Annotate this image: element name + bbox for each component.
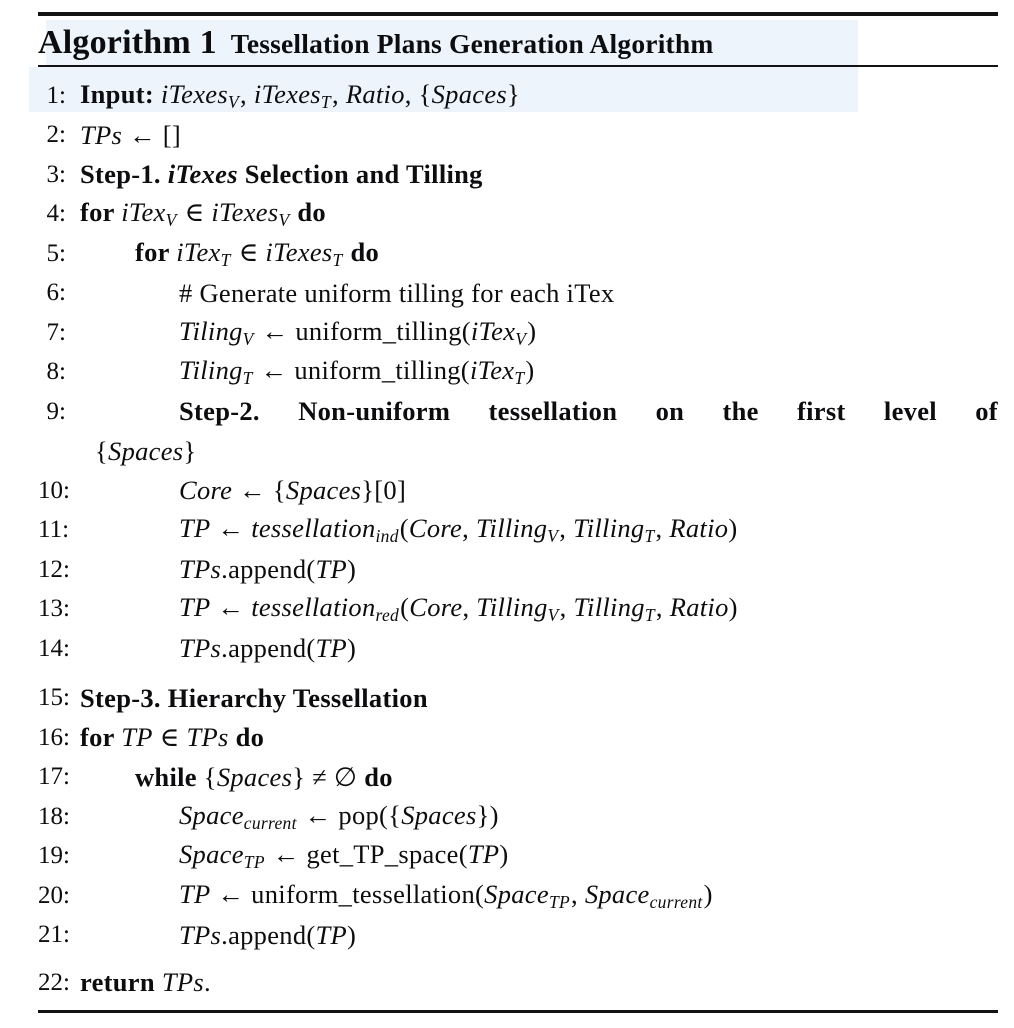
code-segment: TPs — [179, 554, 222, 585]
subscript: current — [243, 812, 297, 833]
code-segment: TP — [179, 592, 211, 623]
code-segment: Space — [179, 799, 244, 830]
algorithm-title: Tessellation Plans Generation Algorithm — [230, 28, 714, 59]
code-segment: ∈ — [177, 197, 212, 228]
subscript: V — [278, 210, 290, 231]
algorithm-line-18 — [38, 797, 998, 837]
line-content — [80, 355, 998, 389]
subscript: red — [375, 605, 400, 626]
code-segment: iTex — [469, 355, 515, 386]
line-number: 12: — [38, 555, 70, 583]
line-content — [80, 79, 998, 113]
subscript: V — [242, 328, 254, 349]
line-content — [80, 879, 998, 913]
algorithm-line-19 — [38, 837, 998, 877]
code-segment: ) — [499, 839, 509, 870]
line-content — [80, 554, 998, 585]
code-segment: ) — [347, 919, 357, 950]
code-segment: . — [203, 967, 211, 998]
line-content — [80, 839, 998, 873]
algorithm-line-1 — [38, 76, 998, 116]
header-rule — [38, 65, 998, 67]
code-segment: ∈ — [231, 236, 266, 267]
bottom-rule — [38, 1010, 998, 1013]
code-segment: for — [80, 722, 122, 753]
code-segment: TPs — [179, 633, 222, 664]
subscript: V — [547, 605, 559, 626]
heading-word: of — [975, 396, 998, 427]
code-segment: Ratio — [345, 78, 405, 109]
heading-word: the — [722, 396, 759, 427]
code-segment: ∈ — [152, 722, 187, 753]
line-content — [80, 120, 998, 151]
code-segment: }[0] — [361, 475, 407, 506]
algorithm-line-20 — [38, 876, 998, 916]
code-segment: iTexes — [265, 236, 333, 267]
code-segment: Space — [179, 839, 244, 870]
code-segment: ← { — [232, 475, 286, 506]
code-segment: Step-1. — [80, 159, 168, 190]
code-segment: iTexes — [160, 78, 228, 109]
code-segment: # Generate uniform tilling for each iTex — [179, 277, 615, 308]
line-number: 17: — [38, 763, 70, 791]
code-segment: , — [462, 513, 476, 544]
line-content — [80, 762, 998, 793]
code-segment: Step-3. Hierarchy Tessellation — [80, 682, 428, 713]
code-segment: Ratio — [669, 592, 729, 623]
algorithm-line-12 — [38, 550, 998, 590]
code-segment: ← get_TP_space( — [265, 839, 468, 870]
code-segment: TP — [467, 839, 500, 870]
code-segment: , — [655, 592, 670, 623]
code-segment: Space — [484, 878, 549, 909]
code-segment: Core — [179, 475, 233, 506]
line-content — [80, 396, 998, 427]
code-segment: , — [559, 592, 574, 623]
line-number: 19: — [38, 842, 70, 870]
code-segment: , — [655, 513, 670, 544]
code-segment: ) — [527, 315, 537, 346]
code-segment: TP — [179, 878, 211, 909]
code-segment: .append( — [221, 554, 316, 585]
algorithm-line-7 — [38, 313, 998, 353]
line-content — [80, 967, 998, 998]
line-number: 5: — [46, 239, 66, 267]
code-segment: return — [80, 967, 162, 998]
code-segment: Tiling — [179, 355, 243, 386]
code-segment: , { — [404, 78, 432, 109]
line-content — [80, 513, 998, 547]
algorithm-line-16 — [38, 718, 998, 758]
code-segment: ← uniform_tilling( — [253, 355, 470, 386]
code-segment: iTex — [470, 315, 516, 346]
line-content — [80, 475, 998, 506]
algorithm-line-21 — [38, 916, 998, 956]
line-content — [80, 592, 998, 626]
line-number: 7: — [46, 318, 66, 346]
code-segment: ) — [703, 878, 713, 909]
line-number: 18: — [38, 802, 70, 830]
subscript: current — [649, 891, 703, 912]
subscript: T — [220, 249, 231, 270]
code-segment: iTexes — [211, 197, 279, 228]
line-content — [80, 800, 998, 834]
code-segment: TPs — [80, 119, 123, 150]
code-segment: TP — [315, 919, 348, 950]
subscript: T — [644, 526, 655, 547]
subscript: T — [644, 605, 655, 626]
justified-step-heading — [179, 396, 998, 427]
line-number: 2: — [46, 121, 66, 149]
code-segment: Space — [584, 878, 650, 909]
line-number: 1: — [46, 81, 66, 109]
code-segment: ( — [400, 592, 410, 623]
algorithm-line-13 — [38, 590, 998, 630]
code-segment: ( — [399, 513, 409, 544]
line-number: 13: — [38, 595, 70, 623]
subscript: T — [242, 368, 253, 389]
code-segment: iTex — [176, 236, 221, 267]
line-number: 11: — [38, 516, 70, 544]
code-segment: , — [239, 78, 254, 109]
code-segment: , — [462, 592, 477, 623]
line-number: 21: — [38, 921, 70, 949]
line-content — [80, 159, 998, 190]
subscript: T — [332, 249, 343, 270]
algorithm-line-3 — [38, 155, 998, 195]
line-content — [80, 722, 998, 753]
code-segment: Spaces — [401, 799, 477, 830]
code-segment: for — [135, 236, 177, 267]
algorithm-line-15 — [38, 679, 998, 719]
code-segment: tessellation — [251, 513, 376, 544]
code-segment: Spaces — [285, 475, 362, 506]
code-segment: Tilling — [476, 592, 548, 623]
code-segment: , — [331, 78, 346, 109]
code-segment: { — [95, 435, 109, 466]
code-segment: ← [] — [122, 119, 182, 150]
code-segment: Spaces — [431, 78, 508, 109]
code-segment: Ratio — [669, 513, 729, 544]
code-segment: } — [183, 435, 197, 466]
line-content — [80, 278, 998, 309]
line-content — [80, 197, 998, 231]
line-number: 15: — [38, 684, 70, 712]
code-segment: ) — [525, 355, 535, 386]
heading-word: Step-2. — [179, 396, 260, 427]
code-segment: , — [570, 878, 585, 909]
line-content — [80, 436, 998, 467]
code-segment: TP — [121, 722, 153, 753]
subscript: TP — [243, 852, 265, 873]
line-number: 4: — [46, 200, 66, 228]
line-content — [80, 633, 998, 664]
code-segment: do — [343, 236, 380, 267]
algorithm-line-2 — [38, 116, 998, 156]
line-content — [80, 316, 998, 350]
subscript: V — [515, 328, 527, 349]
code-segment: TP — [315, 554, 348, 585]
heading-word: Non-uniform — [298, 396, 451, 427]
code-segment: do — [290, 197, 326, 228]
algorithm-label: Algorithm 1 — [38, 24, 217, 61]
algorithm-line-9 — [38, 392, 998, 432]
code-segment: TPs — [161, 967, 204, 998]
line-number: 16: — [38, 723, 70, 751]
code-segment: } — [507, 78, 521, 109]
code-segment: iTexes — [253, 78, 321, 109]
algorithm-line-17 — [38, 758, 998, 798]
code-segment: ) — [347, 633, 357, 664]
code-segment: do — [357, 761, 393, 792]
algorithm-line-10 — [38, 471, 998, 511]
code-segment: , — [559, 513, 574, 544]
code-segment: ← — [210, 592, 252, 623]
subscript: TP — [548, 891, 570, 912]
line-number: 3: — [46, 160, 66, 188]
code-segment: Input: — [80, 78, 161, 109]
algorithm-line-8 — [38, 353, 998, 393]
code-segment: Spaces — [108, 435, 184, 466]
code-segment: .append( — [221, 633, 316, 664]
line-number: 20: — [38, 881, 70, 909]
algorithm-line-5 — [38, 234, 998, 274]
code-segment: TPs — [179, 919, 222, 950]
line-number: 9: — [46, 397, 66, 425]
code-segment: ← pop({ — [297, 799, 402, 830]
algorithm-line-6 — [38, 274, 998, 314]
subscript: V — [165, 210, 177, 231]
code-segment: ) — [728, 592, 738, 623]
heading-word: first — [797, 396, 846, 427]
code-segment: } ≠ ∅ — [292, 761, 358, 792]
algorithm-body — [38, 67, 998, 1003]
code-segment: while — [135, 761, 204, 792]
code-segment: Tilling — [573, 513, 645, 544]
code-segment: iTex — [121, 197, 166, 228]
algorithm-line-wrap — [38, 432, 998, 472]
code-segment: Tilling — [475, 513, 548, 544]
code-segment: }) — [476, 799, 499, 830]
code-segment: tessellation — [251, 592, 376, 623]
code-segment: TP — [179, 513, 211, 544]
top-rule — [38, 12, 998, 16]
subscript: ind — [375, 526, 399, 547]
code-segment: do — [228, 722, 265, 753]
line-number: 8: — [46, 358, 66, 386]
algorithm-header — [38, 16, 998, 65]
code-segment: iTexes — [167, 159, 238, 190]
subscript: V — [227, 91, 239, 112]
code-segment: for — [80, 197, 122, 228]
algorithm-line-4 — [38, 195, 998, 235]
code-segment: ← — [210, 513, 252, 544]
code-segment: { — [203, 761, 217, 792]
line-number: 22: — [38, 968, 70, 996]
code-segment: Tiling — [179, 315, 243, 346]
line-content — [80, 237, 998, 271]
algorithm-line-14 — [38, 629, 998, 669]
code-segment: ) — [347, 554, 357, 585]
code-segment: ← uniform_tessellation( — [210, 878, 485, 909]
code-segment: TPs — [186, 722, 229, 753]
subscript: V — [547, 526, 559, 547]
code-segment: Selection and Tilling — [237, 159, 483, 190]
subscript: T — [514, 368, 525, 389]
code-segment: Spaces — [216, 761, 293, 792]
algorithm-line-11 — [38, 511, 998, 551]
heading-word: level — [883, 396, 937, 427]
heading-word: tessellation — [488, 396, 618, 427]
line-content — [80, 920, 998, 951]
code-segment: TP — [315, 633, 348, 664]
code-segment: Core — [408, 513, 463, 544]
code-segment: ← uniform_tilling( — [254, 315, 471, 346]
code-segment: .append( — [221, 919, 316, 950]
line-number: 14: — [38, 634, 70, 662]
line-number: 10: — [38, 476, 70, 504]
code-segment: Tilling — [573, 592, 645, 623]
heading-word: on — [655, 396, 685, 427]
code-segment: Core — [409, 592, 463, 623]
subscript: T — [320, 91, 331, 112]
code-segment: ) — [728, 513, 738, 544]
algorithm-line-22 — [38, 963, 998, 1003]
line-content — [80, 683, 998, 714]
line-number: 6: — [46, 279, 66, 307]
